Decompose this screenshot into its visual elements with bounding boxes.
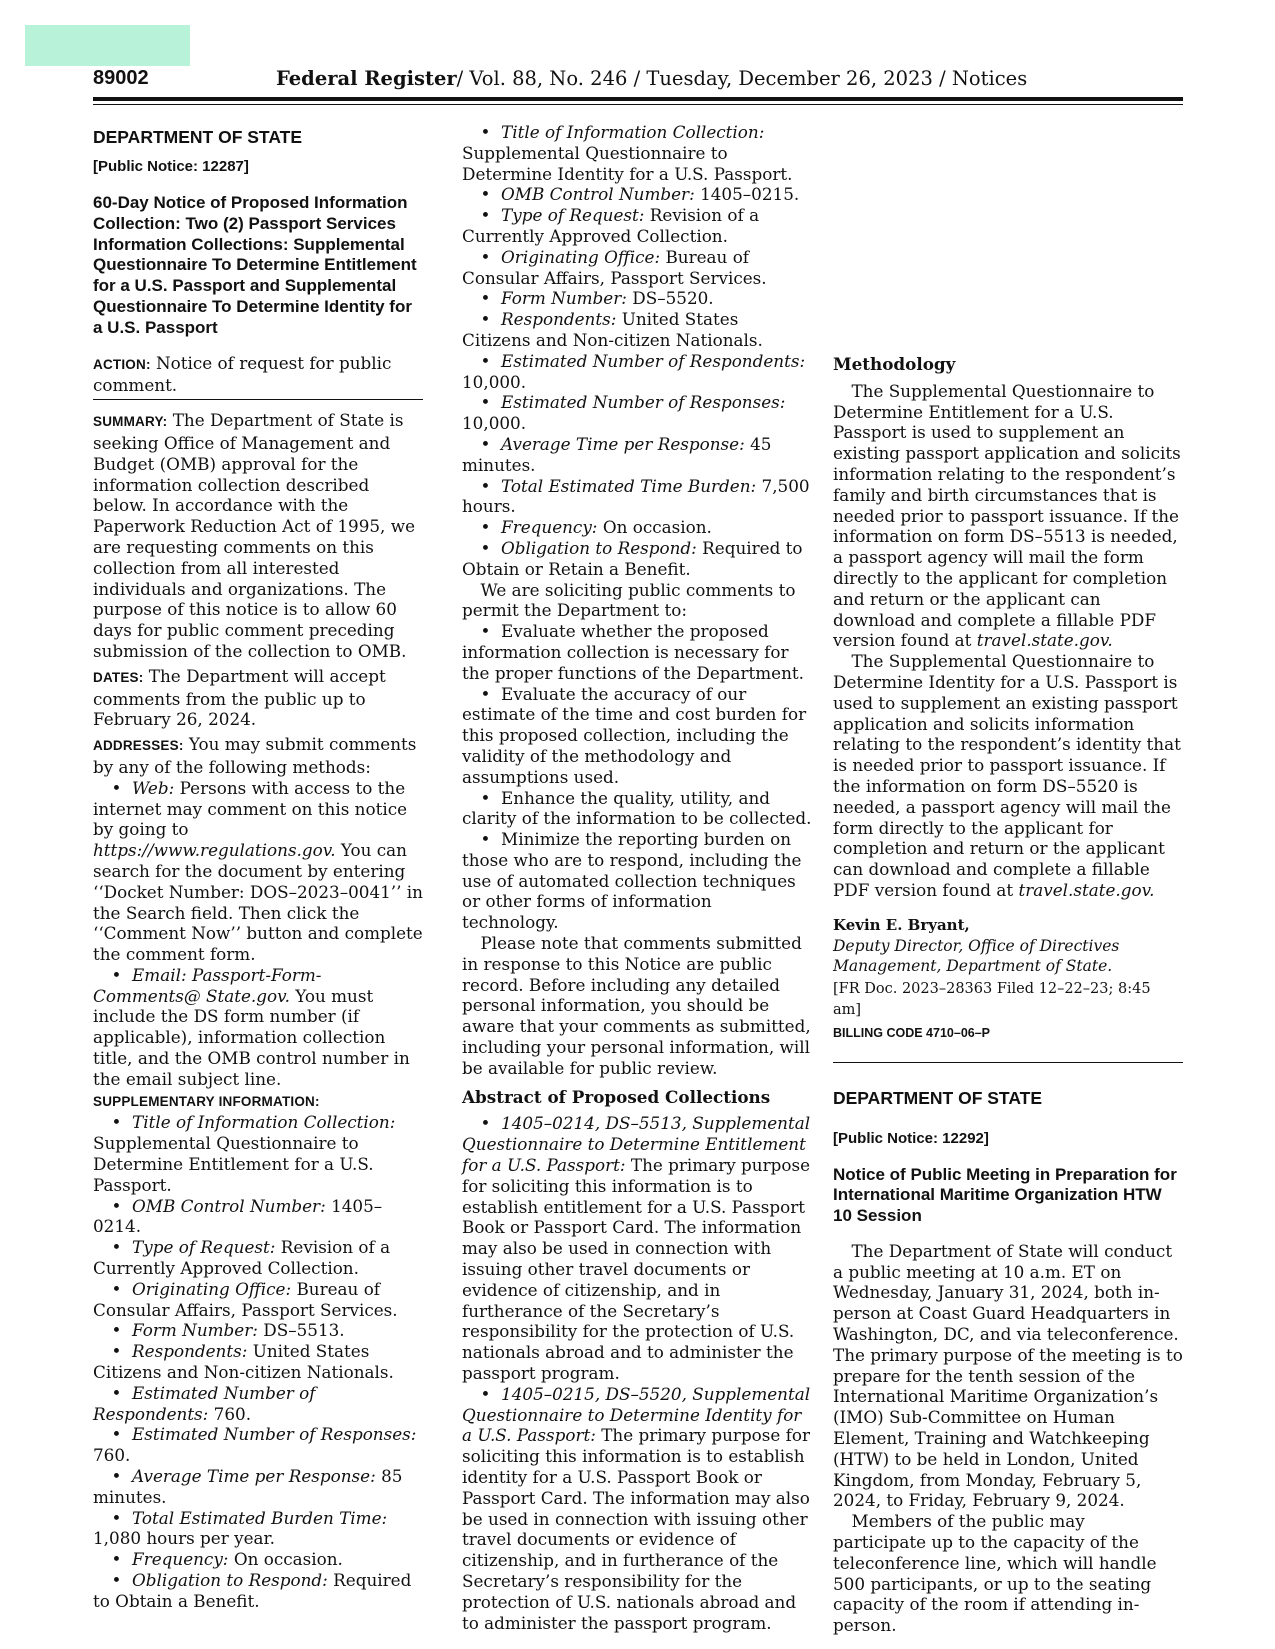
field-value: DS–5513. [263,1320,345,1341]
methodology-ds5520 [833,651,1183,901]
running-head [276,67,1027,90]
dates-text: The Department will accept comments from the public up to February 26, 2024. [93,665,386,730]
email-text: You must include the DS form number (if applicable), information collection title, and the OMB control number in the email subject line. [93,985,410,1089]
abstract-ds5513-text: The primary purpose for soliciting this information is to establish entitlement for a U.S. Passport Book or Passport Card. The information may also be used in connection with issuing other travel documents or evidence of citizenship, and in furtherance of the Secretary’s responsibility for the protection of U.S. nationals abroad and to administer the passport program. [462,1155,811,1384]
field-label: Average Time per Response: [501,433,745,454]
field-label: Total Estimated Burden Time: [132,1507,388,1528]
field-value: 760. [93,1445,131,1466]
collection2-form-number [462,288,812,309]
abstract-ds5520-text: The primary purpose for soliciting this information is to establish identity for a U.S. Passport Book or Passport Card. The information may also be used in connection with issuing other travel documents or evidence of citizenship, and in furtherance of the Secretary’s responsibility for the protection of U.S. nationals abroad and to administer the passport program. [462,1425,811,1633]
field-label: Estimated Number of Respondents: [501,350,806,371]
field-value: 10,000. [462,371,527,392]
column-1 [93,122,423,1612]
collection2-omb [462,184,812,205]
meeting-paragraph: The Department of State will conduct a public meeting at 10 a.m. ET on Wednesday, January 31, 2024, both in-person at Coast Guard Headquarters in Washington, DC, and via teleconference. The primary purpose of the meeting is to prepare for the tenth session of the International Maritime Organization’s (IMO) Sub-Committee on Human Element, Training and Watchkeeping (HTW) to be held in London, United Kingdom, from Monday, February 5, 2024, to Friday, February 9, 2024. [833,1240,1183,1511]
abstract-ds5520-label: 1405–0215, DS–5520, Supplemental Questionnaire to Determine Identity for a U.S. Passport: [462,1383,811,1446]
field-label: Respondents: [132,1341,248,1362]
field-label: Frequency: [501,517,598,538]
field-value: On occasion. [233,1549,343,1570]
methodology-ds5513-text: The Supplemental Questionnaire to Determine Entitlement for a U.S. Passport is used to supplement an existing passport application and solicits information relating to the respondent’s family and birth circumstances that is needed prior to passport issuance. If the information on form DS–5513 is needed, a passport agency will mail the form directly to the applicant for completion and return or the applicant can download and complete a fillable PDF version found at [833,380,1181,651]
field-value: 45 minutes. [462,433,772,475]
field-label: OMB Control Number: [501,184,695,205]
public-record-note: Please note that comments submitted in response to this Notice are public record. Before including any detailed personal information, you should be aware that your comments as submitted, including your personal information, will be available for public review. [462,933,811,1078]
addresses-paragraph [93,734,423,778]
department-heading: DEPARTMENT OF STATE [93,127,303,147]
soliciting-item: • Enhance the quality, utility, and clarity of the information to be collected. [462,788,812,830]
field-value: 1405–0214. [93,1195,383,1237]
field-value: United States Citizens and Non-citizen Nationals. [462,309,763,350]
field-label: Title of Information Collection: [501,122,765,142]
field-label: Form Number: [132,1320,258,1341]
field-label: Total Estimated Time Burden: [501,475,757,496]
addresses-text: You may submit comments by any of the following methods: [93,734,417,777]
issue-info: / Vol. 88, No. 246 / Tuesday, December 26, 2023 / Notices [456,67,1028,90]
collection1-title [93,1112,423,1195]
methodology-ds5513 [833,381,1183,651]
supplementary-label: SUPPLEMENTARY INFORMATION: [93,1093,320,1109]
page-number: 89002 [93,67,149,89]
web-label: Web: [132,777,175,798]
highlight-tag [25,25,190,66]
field-value: 85 minutes. [93,1466,403,1507]
collection1-form-number [93,1320,423,1341]
abstract-heading: Abstract of Proposed Collections [462,1086,771,1107]
field-value: 10,000. [462,413,527,434]
header-rule-thick [93,97,1183,101]
field-value: 1,080 hours per year. [93,1528,276,1549]
field-label: Originating Office: [132,1278,292,1299]
summary-text: The Department of State is seeking Office of Management and Budget (OMB) approval for the information collection described below. In accordance with the Paperwork Reduction Act of 1995, we are requesting comments on this collection from all interested individuals and organizations. The purpose of this notice is to allow 60 days for public comment preceding submission of the collection to OMB. [93,410,416,661]
collection2-title [462,122,812,184]
signer-title: Deputy Director, Office of Directives Management, Department of State. [833,936,1120,976]
action-text: Notice of request for public comment. [93,352,392,396]
travel-state-link[interactable]: travel.state.gov. [976,630,1113,651]
field-label: Average Time per Response: [132,1466,376,1487]
billing-code: BILLING CODE 4710–06–P [833,1025,991,1040]
field-label: Estimated Number of Responses: [501,392,786,413]
field-value: Revision of a Currently Approved Collection. [462,205,760,246]
document-title: Notice of Public Meeting in Preparation for International Maritime Organization HTW 10 Session [833,1164,1177,1226]
methodology-ds5520-text: The Supplemental Questionnaire to Determine Identity for a U.S. Passport is used to supplement an existing passport application and solicits information relating to the respondent’s identity that is needed prior to passport issuance. If the information on form DS–5520 is needed, a passport agency will mail the form directly to the applicant for completion and return or the applicant can download and complete a fillable PDF version found at [833,651,1181,900]
collection1-omb [93,1196,423,1238]
dates-paragraph [93,666,423,730]
travel-state-link[interactable]: travel.state.gov. [1018,879,1155,900]
email-method [93,965,423,1090]
field-value: Supplemental Questionnaire to Determine Entitlement for a U.S. Passport. [93,1133,374,1195]
field-value: Bureau of Consular Affairs, Passport Services. [462,246,767,288]
participation-paragraph: Members of the public may participate up to the capacity of the teleconference line, which will handle 500 participants, or up to the seating capacity of the room if attending in-person. [833,1511,1157,1636]
soliciting-item: • Evaluate whether the proposed information collection is necessary for the proper functions of the Department. [462,621,812,683]
web-text: Persons with access to the internet may comment on this notice by going to [93,777,408,840]
field-label: Estimated Number of Respondents: [93,1382,316,1424]
field-label: Type of Request: [501,205,645,226]
public-notice-number: [Public Notice: 12292] [833,1129,989,1147]
email-address[interactable]: Passport-Form-Comments@ State.gov. [93,964,322,1006]
collection2-obligation [462,538,812,580]
field-label: Obligation to Respond: [501,537,697,558]
field-label: OMB Control Number: [132,1195,326,1216]
abstract-ds5513 [462,1113,812,1383]
collection2-num-respondents [462,351,812,393]
notice-separator [833,1062,1183,1063]
collection1-num-respondents [93,1383,423,1425]
page-header [93,67,1183,97]
section-divider [93,399,423,400]
collection2-num-responses [462,392,812,434]
field-label: Title of Information Collection: [132,1112,396,1133]
field-label: Originating Office: [501,246,661,267]
abstract-ds5513-label: 1405–0214, DS–5513, Supplemental Questionnaire to Determine Entitlement for a U.S. Passport: [462,1113,811,1176]
field-label: Type of Request: [132,1237,276,1258]
collection2-office [462,247,812,289]
collection1-office [93,1279,423,1321]
summary-paragraph [93,410,423,662]
soliciting-item: • Evaluate the accuracy of our estimate of the time and cost burden for this proposed collection, including the validity of the methodology and assumptions used. [462,684,812,788]
soliciting-intro: We are soliciting public comments to permit the Department to: [462,579,796,621]
collection2-request-type [462,205,812,247]
public-notice-number: [Public Notice: 12287] [93,158,249,175]
collection1-respondents [93,1341,423,1383]
department-heading: DEPARTMENT OF STATE [833,1087,1043,1108]
email-label: Email: [132,964,187,985]
collection2-avg-time [462,434,812,476]
web-instructions: You can search for the document by entering ‘‘Docket Number: DOS–2023–0041’’ in the Search field. Then click the ‘‘Comment Now’’ button and complete the comment form. [93,840,423,965]
summary-label: SUMMARY: [93,414,168,430]
collection1-request-type [93,1237,423,1279]
collection2-respondents [462,309,812,351]
column-3 [833,104,1183,1636]
methodology-heading: Methodology [833,354,956,374]
field-label: Obligation to Respond: [132,1570,328,1590]
field-label: Frequency: [132,1549,229,1570]
addresses-label: ADDRESSES: [93,738,184,754]
field-value: Required to Obtain a Benefit. [93,1570,412,1611]
collection1-num-responses [93,1424,423,1466]
field-label: Form Number: [501,288,627,309]
signer-name: Kevin E. Bryant, [833,915,970,934]
dates-label: DATES: [93,669,144,685]
field-value: 760. [213,1403,252,1424]
field-value: United States Citizens and Non-citizen Nationals. [93,1341,394,1383]
action-label: ACTION: [93,356,151,372]
action-paragraph [93,353,423,397]
field-value: 1405–0215. [700,184,800,205]
field-value: 7,500 hours. [462,475,810,517]
abstract-ds5520 [462,1384,812,1634]
collection2-frequency [462,517,812,538]
field-value: DS–5520. [632,288,714,309]
field-label: Estimated Number of Responses: [132,1424,417,1445]
field-value: Supplemental Questionnaire to Determine Identity for a U.S. Passport. [462,142,793,184]
collection2-burden [462,476,812,518]
journal-name: Federal Register [276,67,457,90]
field-value: On occasion. [602,517,712,538]
soliciting-item: • Minimize the reporting burden on those who are to respond, including the use of automated collection techniques or other forms of information technology. [462,829,812,933]
collection1-frequency [93,1549,423,1570]
field-value: Bureau of Consular Affairs, Passport Services. [93,1278,398,1320]
document-title: 60-Day Notice of Proposed Information Collection: Two (2) Passport Services Information Collections: Supplemental Questionnaire To Determine Entitlement for a U.S. Passport and Supplemental Questionnaire To Determine Identity for a U.S. Passport [93,193,417,337]
column-2 [462,122,812,1633]
collection1-obligation [93,1570,423,1612]
regulations-link[interactable]: https://www.regulations.gov. [93,840,336,861]
fr-doc-line: [FR Doc. 2023–28363 Filed 12–22–23; 8:45 am] [833,981,1151,1018]
supplementary-heading [93,1090,423,1113]
collection1-burden [93,1508,423,1550]
field-value: Required to Obtain or Retain a Benefit. [462,537,803,579]
field-value: Revision of a Currently Approved Collection. [93,1237,391,1279]
field-label: Respondents: [501,309,617,330]
collection1-avg-time [93,1466,423,1508]
web-method [93,778,423,965]
